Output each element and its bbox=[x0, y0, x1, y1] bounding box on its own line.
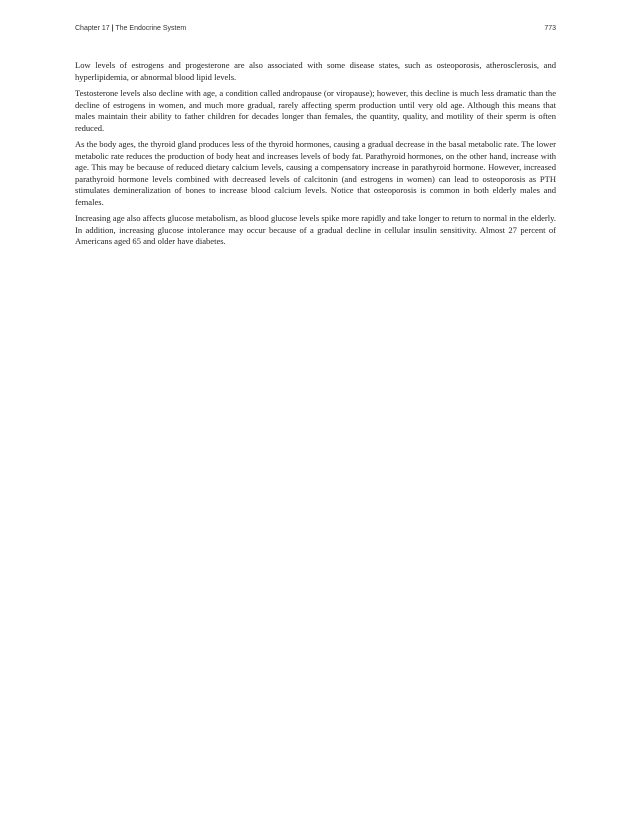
paragraph-estrogen-disease: Low levels of estrogens and progesterone are also associated with some disease states, such as osteoporosis, atherosclerosis, and hyperlipidemia, or abnormal blood lipid levels. bbox=[75, 60, 556, 82]
paragraph-thyroid: As the body ages, the thyroid gland produces less of the thyroid hormones, causing a gradual decrease in the basal metabolic rate. The lower metabolic rate reduces the production of body heat and increases levels of body fat. Parathyroid hormones, on the other hand, increase with age. This may be because of reduced dietary calcium levels, causing a compensatory increase in parathyroid hormone. However, increased parathyroid hormone levels combined with decreased levels of calcitonin (and estrogens in women) can lead to osteoporosis as PTH stimulates demineralization of bones to increase blood calcium levels. Notice that osteoporosis is common in both elderly males and females. bbox=[75, 139, 556, 207]
paragraph-glucose: Increasing age also affects glucose metabolism, as blood glucose levels spike more rapidly and take longer to return to normal in the elderly. In addition, increasing glucose intolerance may occur because of a gradual decline in cellular insulin sensitivity. Almost 27 percent of Americans aged 65 and older have diabetes. bbox=[75, 213, 556, 246]
body-text bbox=[75, 60, 556, 253]
paragraph-testosterone: Testosterone levels also decline with age, a condition called andropause (or viropause); however, this decline is much less dramatic than the decline of estrogens in women, and much more gradual, rarely affecting sperm production until very old age. Although this means that males maintain their ability to father children for decades longer than females, the quantity, quality, and motility of their sperm is often reduced. bbox=[75, 88, 556, 133]
running-header bbox=[75, 25, 556, 37]
page-number: 773 bbox=[544, 25, 556, 32]
chapter-heading bbox=[75, 25, 186, 32]
chapter-label: Chapter 17 bbox=[75, 25, 110, 32]
header-separator: | bbox=[111, 25, 114, 32]
chapter-title: The Endocrine System bbox=[115, 25, 187, 32]
